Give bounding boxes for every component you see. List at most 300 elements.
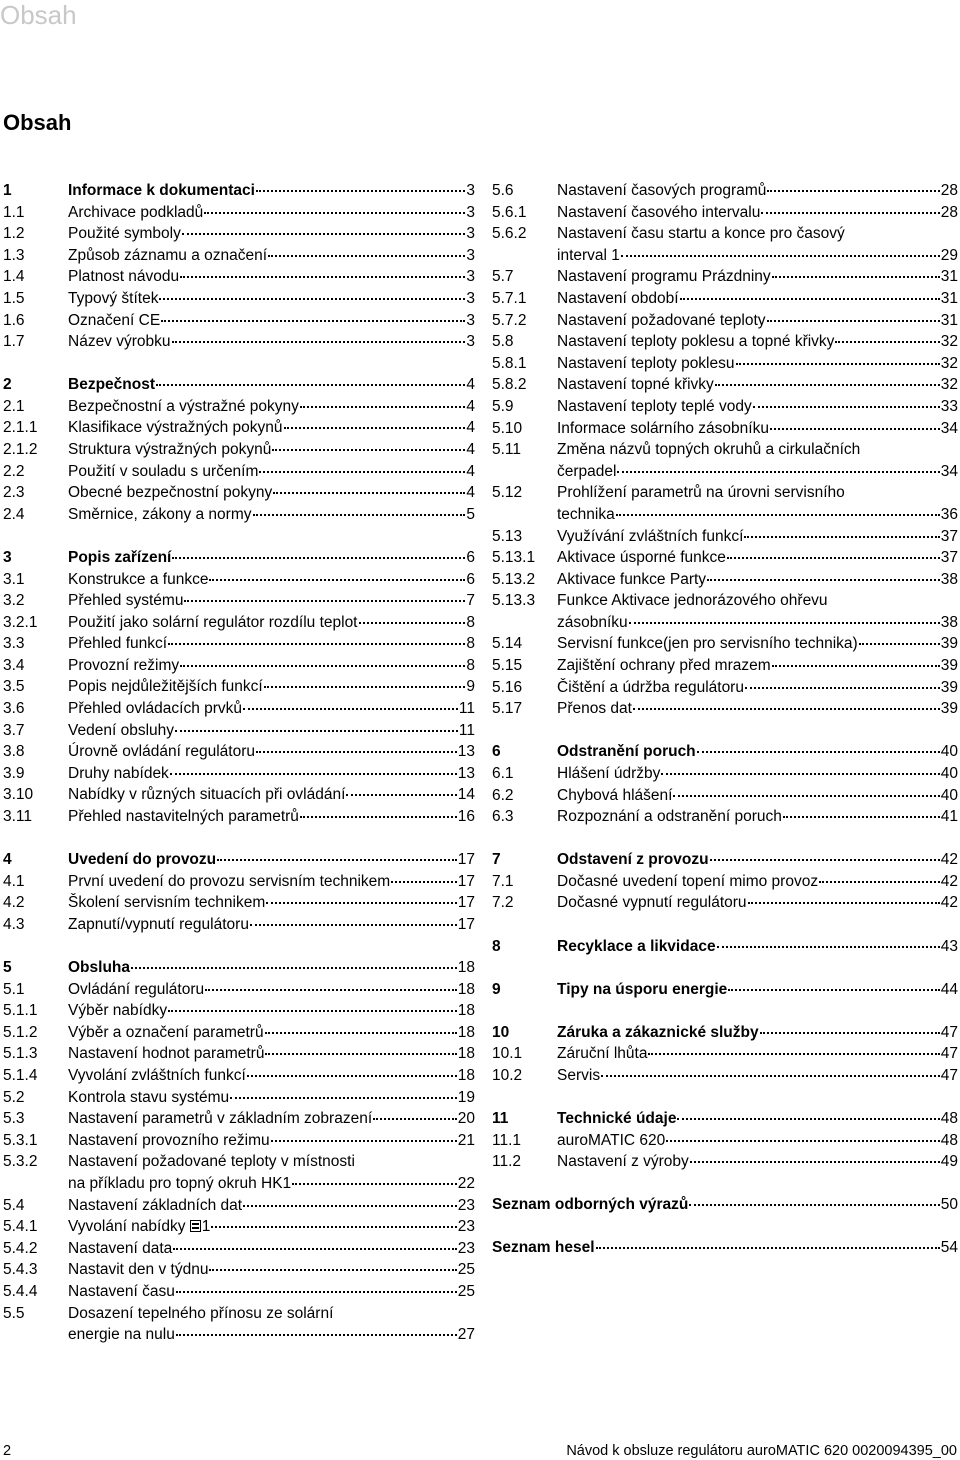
toc-section: [492, 1022, 958, 1087]
toc-entry[interactable]: [3, 1151, 475, 1173]
dot-leader: [243, 1204, 457, 1207]
toc-page-number: 20: [457, 1110, 475, 1128]
toc-entry-title: Způsob záznamu a označení: [68, 246, 268, 264]
toc-entry-number: 10: [492, 1023, 510, 1041]
toc-entry[interactable]: [3, 979, 475, 1001]
toc-page-number: 3: [466, 246, 475, 264]
toc-entry-title: Vyvolání nabídky 1: [68, 1218, 211, 1236]
toc-entry[interactable]: [492, 353, 958, 375]
toc-entry[interactable]: [3, 202, 475, 224]
toc-entry-title: Rozpoznání a odstranění poruch: [557, 808, 782, 826]
toc-entry-number: 5.3: [3, 1110, 25, 1128]
toc-entry[interactable]: [492, 202, 958, 224]
toc-page-number: 23: [457, 1196, 475, 1214]
toc-entry-title: Nastavení časových programů: [557, 182, 767, 199]
toc-page-number: 43: [940, 937, 958, 955]
toc-page-number: 33: [940, 397, 958, 415]
toc-page-number: 38: [940, 613, 958, 631]
dot-leader: [176, 1290, 457, 1293]
toc-page-number: 23: [457, 1218, 475, 1236]
dot-leader: [173, 1247, 456, 1250]
toc-entry[interactable]: [3, 1238, 475, 1260]
dot-leader: [661, 772, 939, 775]
toc-entry-number: 2.4: [3, 505, 25, 523]
toc-entry-title: Provozní režimy: [68, 656, 180, 674]
toc-left-column: [3, 180, 475, 1346]
toc-section: [3, 180, 475, 353]
toc-entry[interactable]: [3, 1043, 475, 1065]
toc-entry-number: 5: [3, 959, 12, 976]
dot-leader: [172, 340, 466, 343]
dot-leader: [677, 1117, 939, 1120]
toc-page-number: 39: [940, 700, 958, 718]
toc-entry-number: 5.1.1: [3, 1002, 38, 1020]
toc-entry[interactable]: [492, 547, 958, 569]
toc-entry-title: Vedení obsluhy: [68, 721, 175, 739]
toc-entry-title: Změna názvů topných okruhů a cirkulačních: [557, 441, 861, 459]
toc-entry[interactable]: [3, 266, 475, 288]
toc-section: [492, 180, 958, 720]
toc-entry[interactable]: [3, 223, 475, 245]
toc-section: [492, 1108, 958, 1173]
dot-leader: [346, 793, 456, 796]
toc-entry-title: Odstranění poruch: [557, 743, 696, 761]
toc-entry[interactable]: [3, 1281, 475, 1303]
toc-entry[interactable]: [492, 1130, 958, 1152]
toc-page-number: 47: [940, 1045, 958, 1063]
dot-leader: [707, 578, 940, 581]
toc-entry-title: Úrovně ovládání regulátoru: [68, 743, 255, 761]
toc-entry[interactable]: [3, 331, 475, 353]
dot-leader: [373, 1117, 457, 1120]
toc-entry-title: Přehled systému: [68, 592, 184, 610]
toc-entry-number: 1.2: [3, 225, 25, 243]
toc-page-number: 19: [457, 1088, 475, 1106]
dot-leader: [180, 664, 465, 667]
toc-page-number: 18: [457, 1002, 475, 1020]
toc-entry-title: Nastavení časového intervalu: [557, 203, 761, 221]
toc-entry-title: Prohlížení parametrů na úrovni servisního: [557, 484, 845, 502]
dot-leader: [767, 319, 940, 322]
toc-entry-number: 5.1.4: [3, 1066, 38, 1084]
toc-entry[interactable]: [3, 590, 475, 612]
dot-leader: [767, 189, 939, 192]
toc-entry[interactable]: [492, 1065, 958, 1087]
toc-page-number: 47: [940, 1023, 958, 1041]
toc-entry-number: 1.5: [3, 289, 25, 307]
dot-leader: [748, 901, 940, 904]
toc-page-number: 22: [457, 1174, 475, 1192]
toc-entry[interactable]: [492, 655, 958, 677]
toc-entry-number: 5.16: [492, 678, 523, 696]
toc-entry[interactable]: [3, 806, 475, 828]
toc-page-number: 37: [940, 527, 958, 545]
toc-entry-title: Nastavení z výroby: [557, 1153, 689, 1171]
toc-entry[interactable]: [3, 245, 475, 267]
toc-entry[interactable]: [492, 1043, 958, 1065]
toc-entry-number: 5.4.3: [3, 1261, 38, 1279]
toc-entry-title-continued: zásobníku: [557, 613, 628, 631]
toc-chapter[interactable]: [3, 849, 475, 871]
toc-page-number: 42: [940, 872, 958, 890]
toc-entry[interactable]: [492, 892, 958, 914]
toc-entry-title-continued: čerpadel: [557, 462, 617, 480]
dot-leader: [172, 556, 465, 559]
toc-entry-title: Chybová hlášení: [557, 786, 673, 804]
toc-entry[interactable]: [492, 310, 958, 332]
dot-leader: [265, 1031, 457, 1034]
toc-chapter[interactable]: [492, 1108, 958, 1130]
toc-entry-number: 2: [3, 376, 12, 394]
toc-entry[interactable]: [3, 504, 475, 526]
toc-entry[interactable]: [3, 1022, 475, 1044]
toc-entry[interactable]: [3, 633, 475, 655]
dot-leader: [617, 470, 939, 473]
toc-page-number: 18: [457, 980, 475, 998]
toc-page-number: 28: [940, 203, 958, 221]
toc-entry[interactable]: [3, 461, 475, 483]
toc-entry[interactable]: [3, 784, 475, 806]
dot-leader: [209, 578, 465, 581]
toc-page-number: 4: [466, 376, 475, 394]
dot-leader: [175, 729, 458, 732]
toc-chapter[interactable]: [3, 180, 475, 202]
dot-leader: [728, 988, 939, 991]
toc-entry[interactable]: [3, 1195, 475, 1217]
toc-entry-number: 8: [492, 937, 501, 955]
toc-entry-title: Servisní funkce(jen pro servisního technika): [557, 635, 858, 653]
toc-entry-title: Popis zařízení: [68, 548, 172, 566]
dot-leader: [835, 340, 939, 343]
dot-leader: [205, 988, 457, 991]
toc-entry-title: Školení servisním technikem: [68, 894, 266, 912]
toc-entry[interactable]: [3, 892, 475, 914]
toc-entry[interactable]: [492, 266, 958, 288]
toc-entry[interactable]: [3, 1087, 475, 1109]
toc-section: [3, 547, 475, 828]
toc-entry-number: 5.13: [492, 527, 523, 545]
toc-entry-number: 11.1: [492, 1131, 522, 1149]
dot-leader: [727, 556, 940, 559]
toc-page-number: 13: [457, 764, 475, 782]
toc-entry-title: Dočasné vypnutí regulátoru: [557, 894, 747, 912]
toc-entry-title: Tipy na úsporu energie: [557, 980, 728, 998]
toc-section: [3, 849, 475, 935]
toc-section: [492, 936, 958, 958]
toc-page-number: 36: [940, 505, 958, 523]
toc-entry-title: Výběr a označení parametrů: [68, 1023, 264, 1041]
toc-entry[interactable]: [3, 1259, 475, 1281]
toc-entry[interactable]: [3, 396, 475, 418]
toc-entry-number: 5.2: [3, 1088, 25, 1106]
toc-entry-number: 5.4.2: [3, 1239, 38, 1257]
menu-icon: [190, 1220, 201, 1232]
dot-leader: [744, 535, 939, 538]
toc-entry-number: 4: [3, 851, 12, 869]
toc-page-number: 37: [940, 549, 958, 567]
toc-entry-number: 2.3: [3, 484, 25, 502]
toc-entry-title: Označení CE: [68, 311, 161, 329]
toc-entry-title: Přehled nastavitelných parametrů: [68, 808, 299, 826]
dot-leader: [266, 901, 456, 904]
toc-entry-number: 3.6: [3, 700, 25, 718]
toc-entry-number: 3.5: [3, 678, 25, 696]
toc-chapter[interactable]: [492, 849, 958, 871]
toc-entry-title: Název výrobku: [68, 333, 171, 351]
dot-leader: [819, 880, 940, 883]
dot-leader: [666, 1139, 939, 1142]
toc-entry-title: Odstavení z provozu: [557, 851, 709, 869]
toc-page-number: 41: [940, 808, 958, 826]
toc-page-number: 32: [940, 354, 958, 372]
toc-entry[interactable]: [492, 331, 958, 353]
toc-entry-number: 1.4: [3, 268, 25, 286]
toc-page-number: 3: [466, 268, 475, 286]
toc-entry-title: Nastavení teploty poklesu a topné křivky: [557, 333, 835, 351]
toc-page-number: 39: [940, 678, 958, 696]
toc-entry[interactable]: [3, 569, 475, 591]
toc-entry[interactable]: [3, 482, 475, 504]
toc-entry-number: 5.13.2: [492, 570, 536, 588]
dot-leader: [176, 1333, 457, 1336]
toc-entry-number: 6.2: [492, 786, 514, 804]
toc-chapter[interactable]: [492, 741, 958, 763]
toc-entry-number: 5.8.2: [492, 376, 527, 394]
toc-entry-title: Nastavení času: [68, 1282, 175, 1300]
toc-entry-number: 3.11: [3, 808, 33, 826]
toc-page-number: 18: [457, 959, 475, 976]
toc-entry[interactable]: [492, 633, 958, 655]
toc-entry[interactable]: [3, 288, 475, 310]
toc-page-number: 39: [940, 635, 958, 653]
dot-leader: [168, 1009, 457, 1012]
toc-entry-number: 2.1.2: [3, 441, 38, 459]
toc-entry[interactable]: [492, 288, 958, 310]
toc-entry-title: Seznam odborných výrazů: [492, 1196, 689, 1214]
dot-leader: [689, 1203, 939, 1206]
toc-entry[interactable]: [3, 914, 475, 936]
toc-page-number: 9: [466, 678, 475, 696]
toc-entry-title: Nastavení období: [557, 289, 679, 307]
dot-leader: [209, 1268, 456, 1271]
toc-entry-number: 4.1: [3, 872, 25, 890]
toc-entry[interactable]: [3, 698, 475, 720]
toc-entry-title: Struktura výstražných pokynů: [68, 441, 272, 459]
dot-leader: [717, 945, 940, 948]
toc-entry-continuation[interactable]: [492, 245, 958, 267]
toc-entry[interactable]: [492, 569, 958, 591]
dot-leader: [256, 189, 465, 192]
toc-entry-title: Nastavení topné křivky: [557, 376, 714, 394]
dot-leader: [770, 427, 940, 430]
dot-leader: [268, 254, 465, 257]
toc-entry[interactable]: [492, 785, 958, 807]
toc-entry-number: 3.3: [3, 635, 25, 653]
dot-leader: [772, 275, 940, 278]
toc-page-number: 13: [457, 743, 475, 761]
toc-entry-title: Dočasné uvedení topení mimo provoz: [557, 872, 819, 890]
toc-entry[interactable]: [3, 439, 475, 461]
dot-leader: [156, 383, 465, 386]
toc-entry-title: auroMATIC 620: [557, 1131, 666, 1149]
toc-entry-continuation[interactable]: [492, 461, 958, 483]
toc-entry-continuation[interactable]: [492, 504, 958, 526]
toc-entry[interactable]: [492, 871, 958, 893]
toc-chapter[interactable]: [3, 374, 475, 396]
toc-entry[interactable]: [492, 1151, 958, 1173]
dot-leader: [182, 232, 466, 235]
toc-entry-number: 9: [492, 980, 501, 998]
toc-entry[interactable]: [492, 374, 958, 396]
toc-entry-continuation[interactable]: [3, 1324, 475, 1346]
toc-entry-title: Zajištění ochrany před mrazem: [557, 657, 771, 675]
toc-entry-title: Záruční lhůta: [557, 1045, 648, 1063]
toc-page-number: 4: [466, 462, 475, 480]
toc-page-number: 47: [940, 1066, 958, 1084]
toc-entry[interactable]: [3, 417, 475, 439]
toc-page-number: 31: [940, 268, 958, 286]
dot-leader: [243, 707, 458, 710]
toc-page-number: 32: [940, 333, 958, 351]
toc-entry-number: 3.9: [3, 764, 25, 782]
toc-page-number: 23: [457, 1239, 475, 1257]
toc-chapter[interactable]: [492, 1237, 958, 1259]
toc-entry-title: Nastavení teploty teplé vody: [557, 397, 752, 415]
toc-entry[interactable]: [3, 741, 475, 763]
toc-section: [3, 374, 475, 525]
toc-chapter[interactable]: [492, 1022, 958, 1044]
toc-entry[interactable]: [3, 763, 475, 785]
toc-page-number: 17: [457, 915, 475, 933]
toc-entry-number: 4.3: [3, 915, 25, 933]
page-title: Obsah: [3, 110, 72, 135]
dot-leader: [300, 815, 457, 818]
dot-leader: [211, 1225, 456, 1228]
toc-entry-number: 5.5: [3, 1304, 25, 1322]
toc-entry-title: Servis: [557, 1066, 601, 1084]
toc-entry-title: Ovládání regulátoru: [68, 980, 205, 998]
toc-chapter[interactable]: [492, 979, 958, 1001]
toc-entry[interactable]: [3, 1108, 475, 1130]
toc-entry[interactable]: [492, 698, 958, 720]
toc-entry-title: Přenos dat: [557, 700, 632, 718]
toc-entry-title: Druhy nabídek: [68, 764, 169, 782]
toc-entry[interactable]: [3, 612, 475, 634]
toc-entry[interactable]: [492, 180, 958, 202]
toc-entry-number: 5.6: [492, 182, 514, 199]
toc-entry[interactable]: [3, 871, 475, 893]
toc-entry-number: 5.6.2: [492, 225, 527, 243]
toc-entry[interactable]: [492, 677, 958, 699]
toc-entry-number: 2.1.1: [3, 419, 38, 437]
toc-entry[interactable]: [3, 1130, 475, 1152]
toc-entry[interactable]: [3, 310, 475, 332]
toc-page-number: 38: [940, 570, 958, 588]
toc-entry[interactable]: [492, 806, 958, 828]
toc-entry[interactable]: [492, 526, 958, 548]
dot-leader: [131, 966, 457, 969]
toc-entry[interactable]: [3, 655, 475, 677]
toc-entry-number: 3.1: [3, 570, 25, 588]
toc-entry-title: Směrnice, zákony a normy: [68, 505, 252, 523]
toc-chapter[interactable]: [3, 547, 475, 569]
dot-leader: [772, 664, 940, 667]
footer-document-title: Návod k obsluze regulátoru auroMATIC 620 0020094395_00: [566, 1443, 957, 1459]
toc-entry-continuation[interactable]: [3, 1173, 475, 1195]
toc-entry-title: Informace k dokumentaci: [68, 182, 255, 199]
toc-page-number: 44: [940, 980, 958, 998]
toc-page-number: 42: [940, 851, 958, 869]
toc-entry-title: Popis nejdůležitějších funkcí: [68, 678, 263, 696]
toc-page-number: 3: [466, 333, 475, 351]
toc-page-number: 54: [940, 1239, 958, 1257]
toc-entry[interactable]: [492, 223, 958, 245]
toc-entry[interactable]: [492, 439, 958, 461]
toc-chapter[interactable]: [3, 957, 475, 979]
toc-entry-number: 5.1.2: [3, 1023, 38, 1041]
toc-entry-continuation[interactable]: [492, 612, 958, 634]
dot-leader: [391, 880, 457, 883]
toc-entry[interactable]: [3, 1000, 475, 1022]
toc-entry-title: Archivace podkladů: [68, 203, 204, 221]
toc-entry-title: Bezpečnost: [68, 376, 155, 394]
toc-entry-title-continued: na příkladu pro topný okruh HK1: [68, 1174, 292, 1192]
toc-entry[interactable]: [3, 1065, 475, 1087]
toc-entry-title: Nastavení parametrů v základním zobrazení: [68, 1110, 373, 1128]
toc-chapter[interactable]: [492, 1194, 958, 1216]
toc-chapter[interactable]: [492, 936, 958, 958]
dot-leader: [161, 319, 465, 322]
toc-page-number: 18: [457, 1023, 475, 1041]
dot-leader: [736, 362, 940, 365]
toc-entry-number: 10.1: [492, 1045, 523, 1063]
toc-entry-title: Recyklace a likvidace: [557, 937, 716, 955]
dot-leader: [271, 1139, 457, 1142]
toc-page-number: 49: [940, 1153, 958, 1171]
toc-entry-number: 5.7: [492, 268, 514, 286]
toc-entry-title-continued: technika: [557, 505, 615, 523]
toc-entry[interactable]: [492, 396, 958, 418]
toc-page-number: 8: [466, 613, 475, 631]
toc-entry[interactable]: [492, 590, 958, 612]
toc-entry-title: Nastavení programu Prázdniny: [557, 268, 771, 286]
toc-entry-number: 1.3: [3, 246, 25, 264]
toc-entry-title: Zapnutí/vypnutí regulátoru: [68, 915, 249, 933]
toc-page-number: 3: [466, 225, 475, 243]
toc-page-number: 48: [940, 1131, 958, 1149]
toc-entry-title: Hlášení údržby: [557, 764, 661, 782]
toc-entry-title: První uvedení do provozu servisním technikem: [68, 872, 391, 890]
toc-entry[interactable]: [3, 1303, 475, 1325]
toc-entry-title: Klasifikace výstražných pokynů: [68, 419, 283, 437]
dot-leader: [633, 707, 940, 710]
toc-entry[interactable]: [492, 482, 958, 504]
toc-entry[interactable]: [492, 418, 958, 440]
toc-entry[interactable]: [492, 763, 958, 785]
toc-entry-title: Nastavení hodnot parametrů: [68, 1045, 265, 1063]
toc-entry[interactable]: [3, 720, 475, 742]
toc-entry-number: 3: [3, 548, 12, 566]
page-header: Obsah: [0, 0, 77, 30]
dot-leader: [292, 1182, 457, 1185]
dot-leader: [204, 211, 465, 214]
toc-page-number: 4: [466, 397, 475, 415]
toc-entry-title: Přehled funkcí: [68, 635, 168, 653]
toc-entry-number: 5.3.2: [3, 1153, 38, 1171]
dot-leader: [168, 642, 465, 645]
toc-entry[interactable]: [3, 1216, 475, 1238]
toc-entry[interactable]: [3, 676, 475, 698]
